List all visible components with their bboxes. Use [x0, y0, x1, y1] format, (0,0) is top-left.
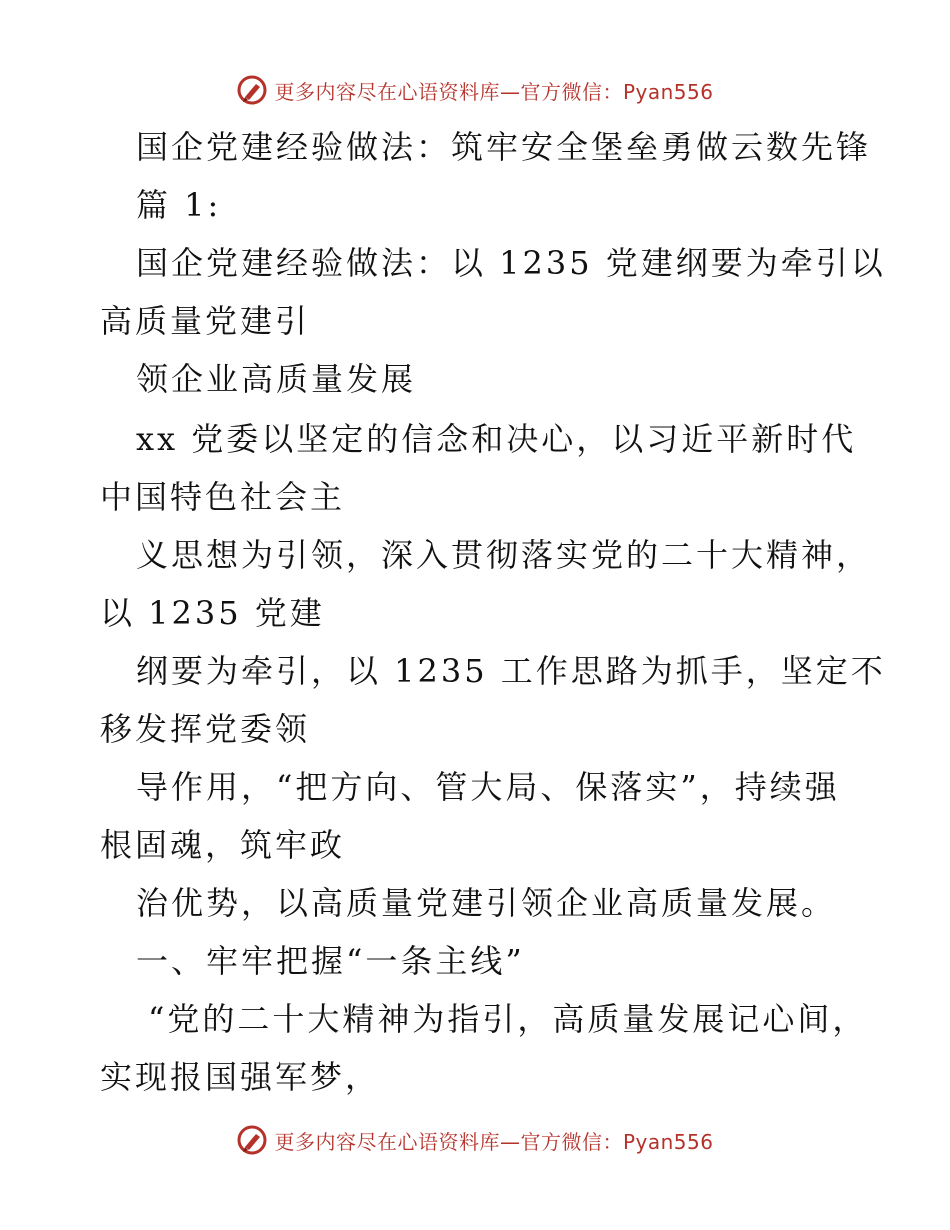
doc-line: xx 党委以坚定的信念和决心，以习近平新时代	[136, 420, 857, 458]
footer-watermark-text: 更多内容尽在心语资料库—官方微信：Pyan556	[274, 1129, 714, 1154]
doc-title: 国企党建经验做法：筑牢安全堡垒勇做云数先锋	[136, 128, 872, 166]
pen-logo-icon	[236, 74, 268, 106]
doc-line: 以 1235 党建	[100, 594, 325, 632]
doc-line: 纲要为牵引，以 1235 工作思路为抓手，坚定不	[136, 652, 886, 690]
doc-line: 中国特色社会主	[100, 478, 346, 516]
section-heading: 一、牢牢把握“一条主线”	[136, 942, 525, 980]
doc-line: 移发挥党委领	[100, 710, 311, 748]
doc-line: 国企党建经验做法：以 1235 党建纲要为牵引以	[136, 244, 886, 282]
header-watermark	[0, 72, 950, 108]
doc-line: 治优势，以高质量党建引领企业高质量发展。	[136, 884, 837, 922]
footer-watermark	[0, 1122, 950, 1158]
doc-line: 实现报国强军梦，	[100, 1058, 381, 1096]
doc-line: 义思想为引领，深入贯彻落实党的二十大精神，	[136, 536, 872, 574]
doc-line: 篇 1:	[136, 186, 222, 224]
doc-line: 高质量党建引	[100, 302, 311, 340]
doc-line: 领企业高质量发展	[136, 360, 417, 398]
doc-line: 根固魂，筑牢政	[100, 826, 346, 864]
pen-logo-icon	[236, 1124, 268, 1156]
doc-line: “党的二十大精神为指引，高质量发展记心间，	[148, 1000, 868, 1038]
doc-line: 导作用，“把方向、管大局、保落实”，持续强	[136, 768, 840, 806]
header-watermark-text: 更多内容尽在心语资料库—官方微信：Pyan556	[274, 79, 714, 104]
